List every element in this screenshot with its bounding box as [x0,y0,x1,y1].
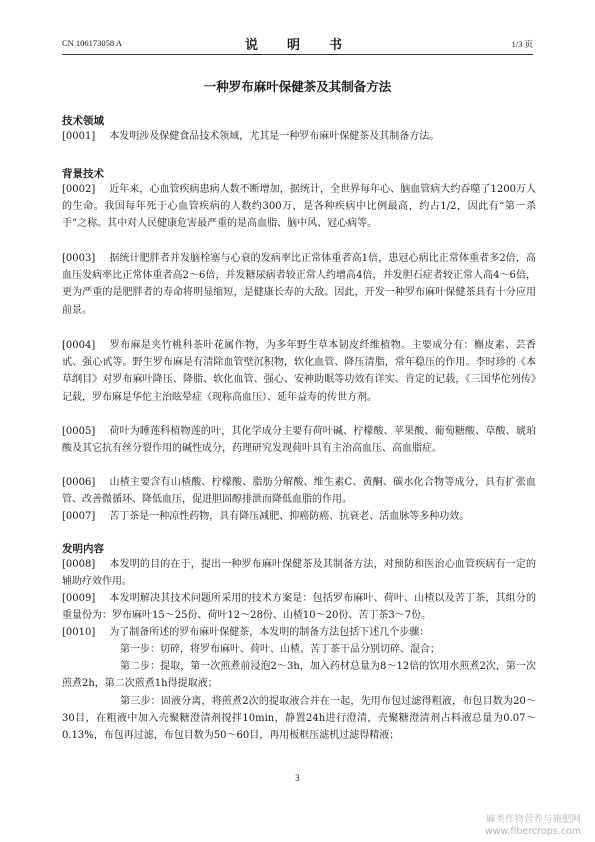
paragraph-0004 [62,337,536,406]
paragraph-number: [0005] [62,426,96,437]
section-heading-background: 背景技术 [62,168,104,180]
paragraph-text: 据统计肥胖者并发脑栓塞与心衰的发病率比正常体重者高1倍，患冠心病比正常体重者多2倍，高血压发病率比正常体重者高2～6倍，并发糖尿病者较正常人约增高4倍，并发胆石症者较正常人高4～6倍，更为严重的是肥胖者的寿命将明显缩短，是健康长寿的大敌。因此，开发一种罗布麻叶保健茶具有十分应用前景。 [62,253,536,316]
step-text: 第三步：固液分离，将煎煮2次的提取液合并在一起，先用布包过滤得粗液，布包目数为20～30目，在粗液中加入壳聚糖澄清剂搅拌10min，静置24h进行澄清，壳聚糖澄清剂占料液总量为0.07～0.13%，布包再过滤，布包目数为50～60目，再用板框压滤机过滤得精液； [62,696,536,742]
paragraph-0009 [62,590,536,624]
paragraph-0003 [62,250,536,319]
paragraph-text: 罗布麻是夹竹桃科茶叶花属作物，为多年野生草本韧皮纤维植物。主要成分有：槲皮素、芸香甙、强心甙等。野生罗布麻是有清除血管壁沉积物，软化血管、降压清脂，常年稳压的作用。李时珍的《本草纲目》对罗布麻叶降压、降脂、软化血管、强心、安神助眠等功效有详实、肯定的记载，《三国华佗列传》记载，罗布麻是华佗主治眩晕症（现称高血压）、延年益寿的传世方剂。 [62,340,536,403]
step-1 [62,641,536,658]
paragraph-0010 [62,624,536,641]
step-text: 第二步：提取，第一次煎煮前浸泡2～3h，加入药材总量为8～12倍的饮用水煎煮2次，第一次煎煮2h，第二次煎煮1h得提取液； [62,661,536,690]
page-header [62,32,533,55]
paragraph-number: [0009] [62,593,96,604]
paragraph-number: [0003] [62,253,96,264]
paragraph-number: [0007] [62,511,96,522]
watermark [485,814,581,838]
paragraph-0006 [62,474,536,508]
watermark-site-name: 麻类作物营养与施肥网 [485,814,581,825]
page-ratio: 1/3 页 [511,39,533,49]
paragraph-0008 [62,556,536,590]
watermark-url: www.fibercrops.com [484,826,581,837]
document-type: 说 明 书 [244,38,350,53]
paragraph-number: [0008] [62,559,96,570]
paragraph-text: 为了制备所述的罗布麻叶保健茶，本发明的制备方法包括下述几个步骤： [109,627,430,638]
page-number: 3 [295,773,300,783]
paragraph-0001 [62,128,536,145]
paragraph-text: 山楂主要含有山楂酸、柠檬酸、脂肪分解酸、维生素C、黄酮、碳水化合物等成分，具有扩张血管、改善微循环、降低血压，促进胆固醇排泄而降低血脂的作用。 [62,477,536,506]
paragraph-number: [0004] [62,340,96,351]
paragraph-number: [0002] [62,184,96,195]
paragraph-text: 本发明涉及保健食品技术领域，尤其是一种罗布麻叶保健茶及其制备方法。 [109,131,440,142]
paragraph-text: 荷叶为睡莲科植物莲的叶，其化学成分主要有荷叶碱、柠檬酸、苹果酸、葡萄糖酸、草酸、琥珀酸及其它抗有丝分裂作用的碱性成分，药理研究发现荷叶具有主治高血压、高血脂症。 [62,426,536,455]
paragraph-0002 [62,181,536,233]
paragraph-text: 本发明解决其技术问题所采用的技术方案是：包括罗布麻叶、荷叶、山楂以及苦丁茶，其组分的重量份为：罗布麻叶15～25份、荷叶12～28份、山楂10～20份、苦丁茶3～7份。 [62,593,536,622]
step-text: 第一步：切碎，将罗布麻叶、荷叶、山楂、苦丁茶干品分别切碎、混合； [120,644,440,655]
paragraph-text: 近年来，心血管疾病患病人数不断增加，据统计，全世界每年心、脑血管病大约吞噬了1200万人的生命。我国每年死于心血管疾病的人数约300万，是各种疾病中比例最高，约占1/2，因此有“第一杀手”之称。其中对人民健康危害最严重的是高血脂、脑中风、冠心病等。 [62,184,536,230]
paragraph-text: 苦丁茶是一种凉性药物，具有降压减肥、抑癌防癌、抗衰老、活血脉等多种功效。 [109,511,470,522]
document-title: 一种罗布麻叶保健茶及其制备方法 [203,79,392,94]
paragraph-0007 [62,508,536,525]
paragraph-number: [0006] [62,477,96,488]
paragraph-number: [0010] [62,627,96,638]
paragraph-0005 [62,423,536,457]
section-heading-tech-field: 技术领域 [62,115,104,127]
step-3 [62,693,536,745]
paragraph-number: [0001] [62,131,96,142]
patent-number: CN 106173058 A [62,38,122,48]
section-heading-summary: 发明内容 [62,543,104,555]
paragraph-text: 本发明的目的在于，提出一种罗布麻叶保健茶及其制备方法，对预防和医治心血管疾病有一定的辅助疗效作用。 [62,559,536,588]
step-2 [62,658,536,692]
